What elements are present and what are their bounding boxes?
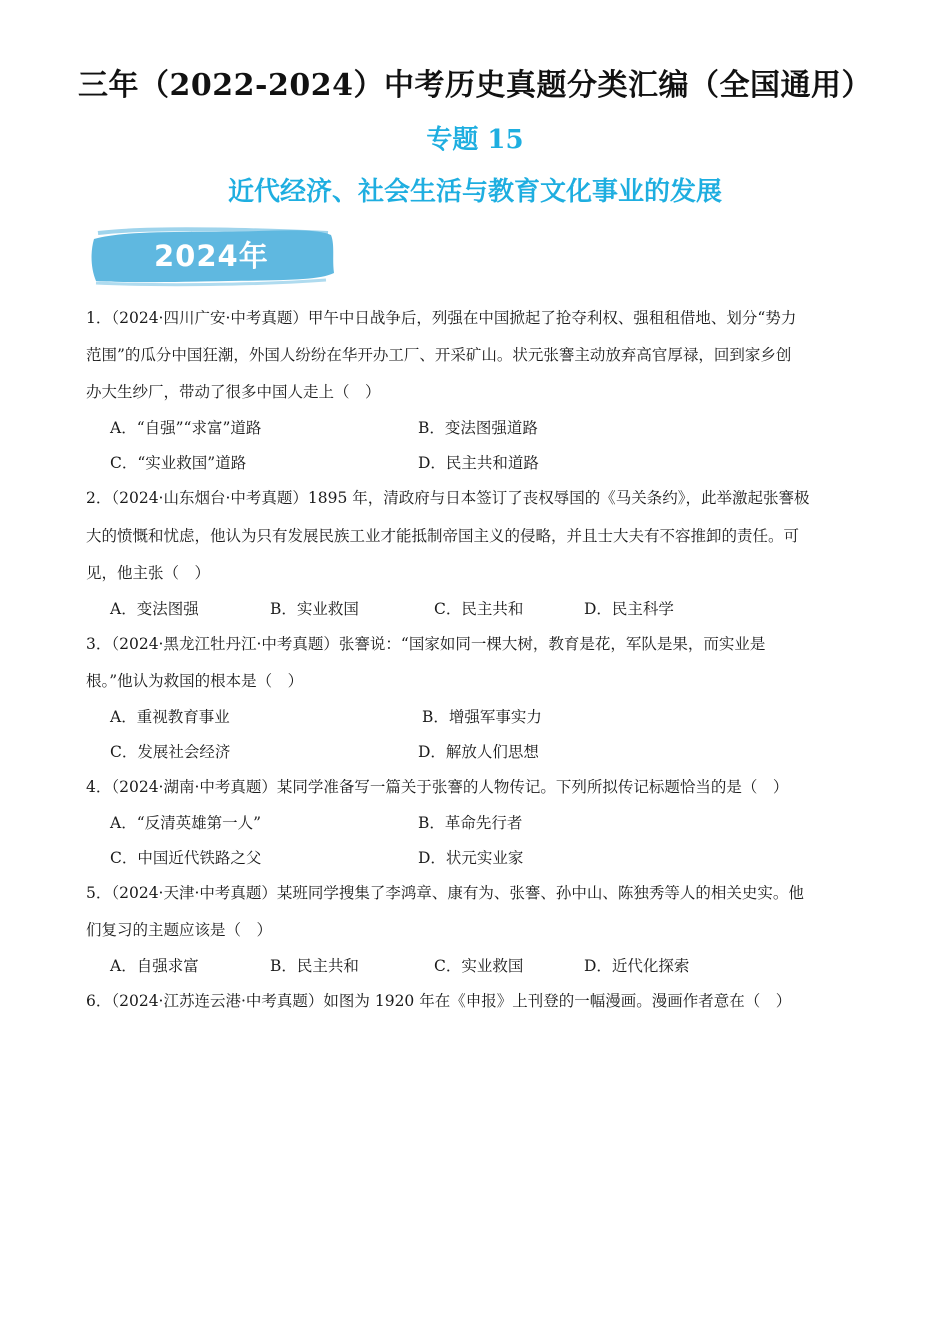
question-5-line-1: 5．（2024·天津·中考真题）某班同学搜集了李鸿章、康有为、张謇、孙中山、陈独秀等人的相关史实。他: [86, 884, 804, 902]
question-2-line-3: 见，他主张（ ）: [86, 564, 211, 582]
question-3-option-b: B．增强军事实力: [422, 708, 542, 726]
question-4-option-c: C．中国近代铁路之父: [110, 849, 262, 867]
question-2-option-d: D．民主科学: [584, 600, 674, 618]
topic-number: 专题 15: [426, 125, 524, 155]
year-label: 2024年: [154, 239, 269, 273]
question-1-option-b: B．变法图强道路: [418, 419, 538, 437]
question-1-line-2: 范围”的瓜分中国狂潮，外国人纷纷在华开办工厂、开采矿山。状元张謇主动放弃高官厚禄，回到家乡创: [86, 346, 792, 364]
question-1-option-d: D．民主共和道路: [418, 454, 539, 472]
question-5-option-c: C．实业救国: [434, 957, 524, 975]
question-2-line-2: 大的愤慨和忧虑，他认为只有发展民族工业才能抵制帝国主义的侵略，并且士大夫有不容推卸的责任。可: [86, 527, 800, 545]
question-4-option-d: D．状元实业家: [418, 849, 524, 867]
question-1-option-a: A．“自强”“求富”道路: [110, 419, 262, 437]
question-5-option-d: D．近代化探索: [584, 957, 690, 975]
question-3-option-d: D．解放人们思想: [418, 743, 539, 761]
question-2-option-c: C．民主共和: [434, 600, 524, 618]
question-4-option-b: B．革命先行者: [418, 814, 523, 832]
question-1-option-c: C．“实业救国”道路: [110, 454, 247, 472]
question-3-option-c: C．发展社会经济: [110, 743, 231, 761]
question-3-option-a: A．重视教育事业: [110, 708, 230, 726]
question-2-line-1: 2．（2024·山东烟台·中考真题）1895 年，清政府与日本签订了丧权辱国的《马关条约》，此举激起张謇极: [86, 489, 810, 507]
document-title: 三年（2022-2024）中考历史真题分类汇编（全国通用）: [78, 68, 872, 103]
question-4-line-1: 4．（2024·湖南·中考真题）某同学准备写一篇关于张謇的人物传记。下列所拟传记标题恰当的是（ ）: [86, 778, 789, 796]
question-5-option-b: B．民主共和: [270, 957, 359, 975]
question-5-option-a: A．自强求富: [110, 957, 199, 975]
topic-title: 近代经济、社会生活与教育文化事业的发展: [227, 177, 722, 207]
question-4-option-a: A．“反清英雄第一人”: [110, 814, 262, 832]
question-5-line-2: 们复习的主题应该是（ ）: [86, 921, 273, 939]
question-2-option-b: B．实业救国: [270, 600, 359, 618]
year-badge: [88, 225, 336, 287]
question-1-line-3: 办大生纱厂，带动了很多中国人走上（ ）: [86, 383, 381, 401]
question-1-line-1: 1．（2024·四川广安·中考真题）甲午中日战争后，列强在中国掀起了抢夺利权、强租租借地、划分“势力: [86, 309, 797, 327]
question-3-line-1: 3．（2024·黑龙江牡丹江·中考真题）张謇说：“国家如同一棵大树，教育是花，军队是果，而实业是: [86, 635, 766, 653]
question-3-line-2: 根。”他认为救国的根本是（ ）: [86, 672, 304, 690]
question-6-line-1: 6．（2024·江苏连云港·中考真题）如图为 1920 年在《申报》上刊登的一幅漫画。漫画作者意在（ ）: [86, 992, 792, 1010]
question-2-option-a: A．变法图强: [110, 600, 199, 618]
